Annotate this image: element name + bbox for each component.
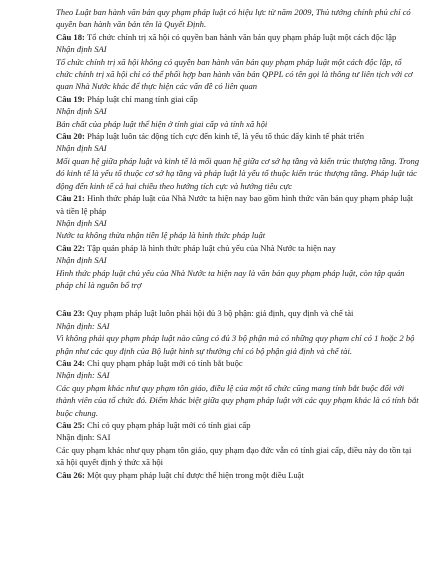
question-number: Câu 25:: [56, 420, 85, 430]
section-gap: [56, 291, 420, 307]
question-block: [56, 419, 420, 469]
question-block: [56, 242, 420, 292]
question-number: Câu 22:: [56, 242, 85, 253]
question-number: Câu 19:: [56, 93, 85, 104]
question-number: Câu 24:: [56, 357, 85, 368]
question-block: [56, 357, 420, 419]
verdict: Nhận định SAI: [56, 217, 107, 228]
question-block: [56, 469, 420, 481]
explanation: Các quy phạm khác như quy phạm tôn giáo, quy phạm đạo đức vẫn có tính giai cấp, điều này do tồn tại xã hội quyết định ý thức xã hội: [56, 444, 412, 468]
question-block: [56, 130, 420, 192]
question-text: Tổ chức chính trị xã hội có quyền ban hành văn bản quy phạm pháp luật một cách độc lập: [86, 31, 397, 42]
question-block: [56, 31, 420, 93]
verdict: Nhận định: SAI: [56, 370, 110, 381]
explanation: Tổ chức chính trị xã hội không có quyền ban hành văn bản quy phạm pháp luật một cách độc lập, tổ chức chính trị xã hội chỉ có thể phối hợp ban hành văn bản QPPL có tên gọi là thông tư liên tịch với cơ quan Nhà Nước khác để thực hiện các vấn đề có liên quan: [56, 56, 413, 92]
explanation: Bản chất của pháp luật thể hiện ở tính giai cấp và tính xã hội: [56, 118, 268, 129]
verdict: Nhận định SAI: [56, 106, 107, 117]
question-group-1: [56, 31, 420, 292]
verdict: Nhận định: SAI: [56, 320, 110, 331]
question-text: Tập quán pháp là hình thức pháp luật chủ yếu của Nhà Nước ta hiện nay: [86, 242, 336, 253]
explanation: Mối quan hệ giữa pháp luật và kinh tế là mối quan hệ giữa cơ sở hạ tầng và kiến trúc thượng tầng. Trong đó kinh tế là yếu tố thuộc cơ sở hạ tầng và pháp luật là yếu tố thuộc kiến trúc thượng tầng. Pháp luật tác động đến kinh tế cả hai chiều theo hướng tích cực và hướng tiêu cực: [56, 155, 420, 191]
question-text: Chỉ quy phạm pháp luật mới có tính bắt buộc: [87, 357, 243, 368]
explanation: Nước ta không thừa nhận tiền lệ pháp là hình thức pháp luật: [56, 230, 266, 241]
verdict: Nhận định SAI: [56, 255, 107, 266]
question-group-2: [56, 307, 420, 481]
verdict: Nhận định SAI: [56, 143, 107, 154]
verdict: Nhận định: SAI: [56, 432, 111, 443]
explanation: Hình thức pháp luật chủ yếu của Nhà Nước ta hiện nay là văn bản quy phạm pháp luật, còn tập quán pháp chỉ là nguồn bổ trợ: [56, 267, 405, 290]
question-text: Quy phạm pháp luật luôn phải hội đủ 3 bộ phận: giả định, quy định và chế tài: [87, 308, 354, 319]
question-number: Câu 18:: [56, 31, 85, 42]
question-text: Hình thức pháp luật của Nhà Nước ta hiện nay bao gồm hình thức văn bản quy phạm pháp luật và tiền lệ pháp: [56, 193, 414, 216]
question-block: [56, 93, 420, 130]
question-number: Câu 23:: [56, 308, 85, 319]
intro-paragraph: Theo Luật ban hành văn bản quy phạm pháp luật có hiệu lực từ năm 2009, Thủ tướng chính phủ chỉ có quyền ban hành văn bản tên là Quyết Định.: [56, 7, 411, 30]
verdict: Nhận định SAI: [56, 44, 107, 55]
question-text: Một quy phạm pháp luật chỉ được thể hiện trong một điều Luật: [87, 469, 304, 480]
explanation: Các quy phạm khác như quy phạm tôn giáo, điều lệ của một tổ chức cũng mang tính bắt buộc đối với thành viên của tổ chức đó. Điểm khác biệt giữa quy phạm pháp luật với các quy phạm khác là có tính bắt buộc chung.: [56, 382, 419, 418]
question-number: Câu 20:: [56, 131, 85, 142]
question-text: Pháp luật luôn tác động tích cực đến kinh tế, là yếu tố thúc đẩy kinh tế phát triển: [87, 131, 365, 142]
question-text: Chỉ có quy phạm pháp luật mới có tính giai cấp: [87, 420, 251, 430]
question-number: Câu 26:: [56, 469, 85, 480]
question-number: Câu 21:: [56, 193, 85, 204]
question-block: [56, 307, 420, 357]
question-block: [56, 192, 420, 242]
explanation: Vì không phải quy phạm pháp luật nào cũng có đủ 3 bộ phận mà có những quy phạm chỉ có 1 hoặc 2 bộ phận như các quy định của Bộ luật hình sự thường chỉ có bộ phận giả định và chế tài.: [56, 333, 415, 356]
question-text: Pháp luật chỉ mang tính giai cấp: [87, 93, 198, 104]
